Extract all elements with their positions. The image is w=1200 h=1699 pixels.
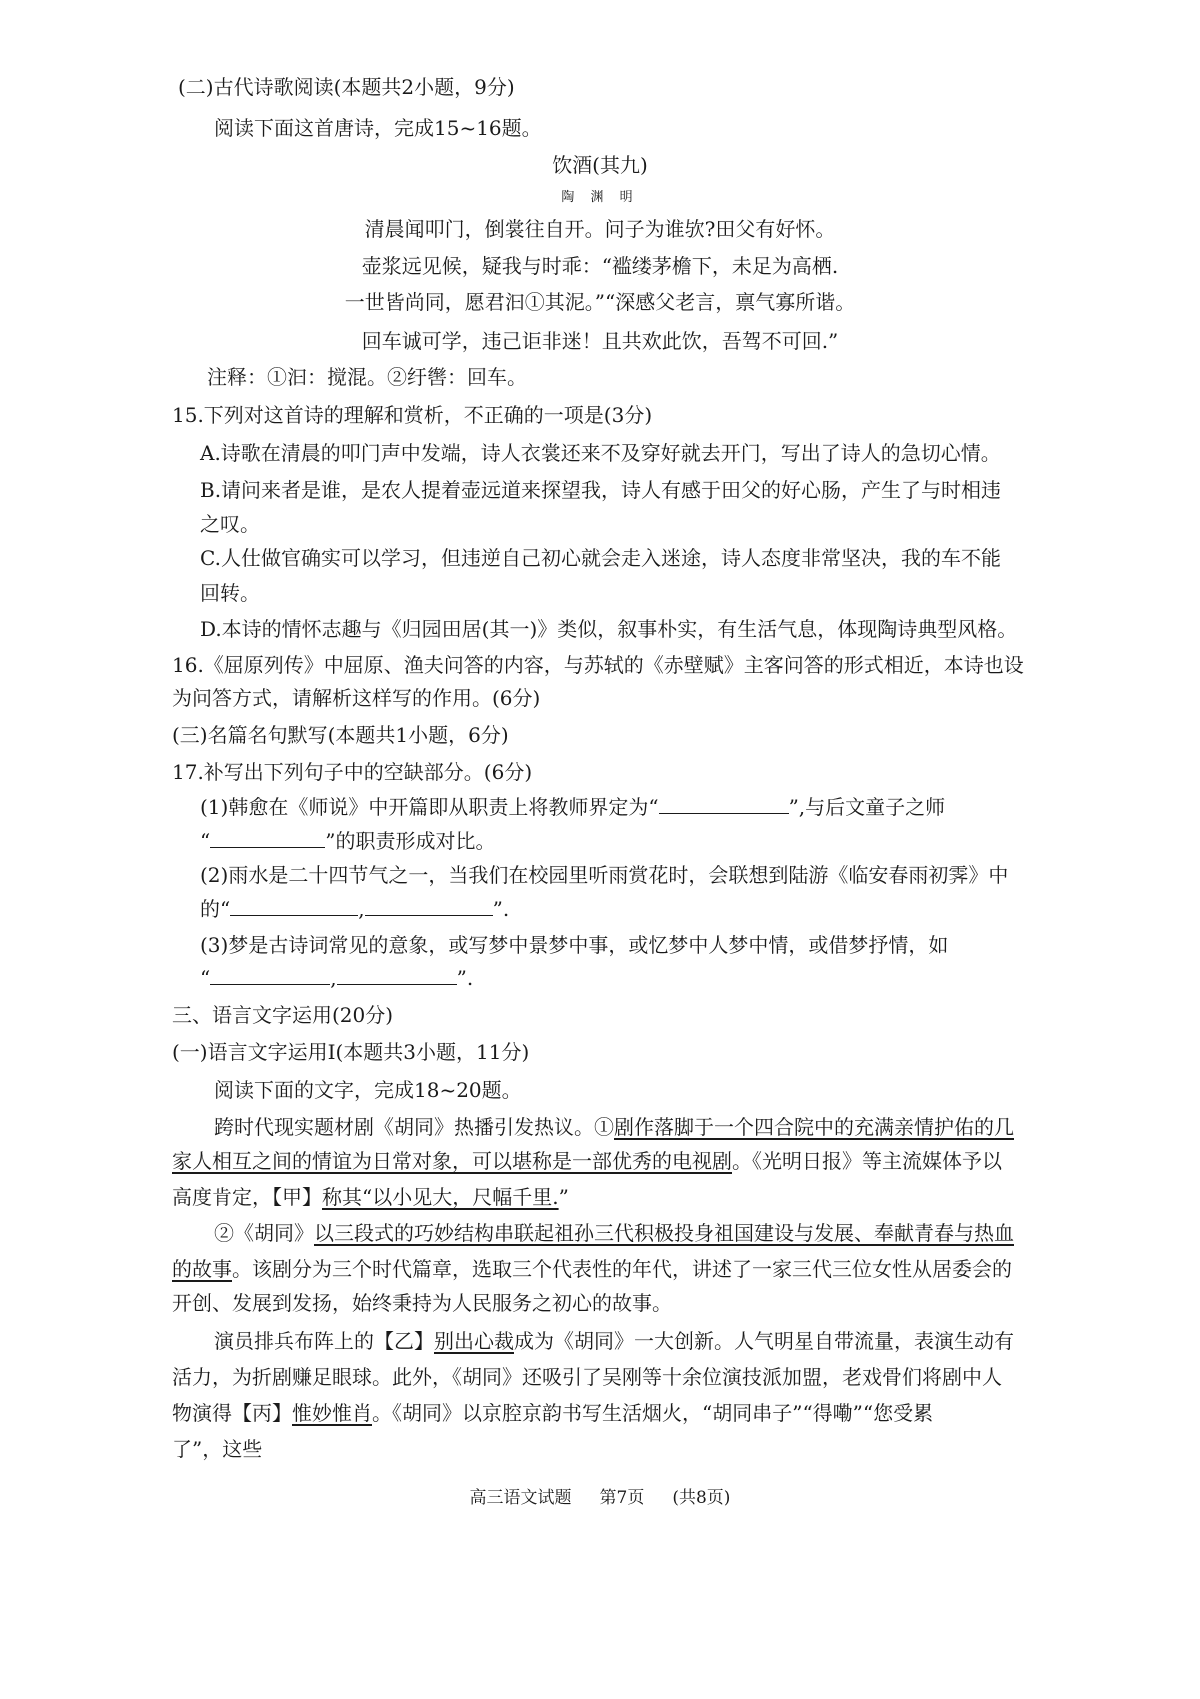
- passage-p2-line-3: 开创、发展到发扬，始终秉持为人民服务之初心的故事。: [172, 1291, 672, 1315]
- answer-blank[interactable]: [230, 897, 358, 916]
- poem-title: 饮酒(其九): [552, 153, 648, 177]
- question-17-part-2-cont: [200, 894, 509, 924]
- footer-total-pages: (共8页): [672, 1488, 731, 1508]
- question-17-part-2: (2)雨水是二十四节气之一，当我们在校园里听雨赏花时，会联想到陆游《临安春雨初霁》中: [200, 863, 1009, 887]
- question-17-part-3-cont: [200, 963, 473, 993]
- underlined-sentence-1: 剧作落脚于一个四合院中的充满亲情护佑的几: [614, 1115, 1014, 1139]
- underlined-phrase-bing: 惟妙惟肖: [292, 1401, 372, 1425]
- question-17-stem: 17.补写出下列句子中的空缺部分。(6分): [172, 760, 533, 784]
- question-15-option-c-cont: 回转。: [200, 581, 260, 605]
- q17-2-text-after: ”.: [492, 897, 510, 921]
- poem-note: 注释：①汩：搅混。②纡辔：回车。: [207, 365, 527, 389]
- section-heading-recitation: (三)名篇名句默写(本题共1小题，6分): [172, 723, 509, 747]
- underlined-phrase-jia: 称其“以小见大，尺幅千里.: [322, 1185, 559, 1209]
- passage-text: 成为《胡同》一大创新。人气明星自带流量，表演生动有: [514, 1329, 1014, 1353]
- question-16-line-2: 为问答方式，请解析这样写的作用。(6分): [172, 686, 541, 710]
- question-15-option-b-cont: 之叹。: [200, 512, 260, 536]
- passage-p1-line-1: [214, 1112, 1014, 1142]
- passage-p3-line-2: 活力，为折剧赚足眼球。此外，《胡同》还吸引了吴刚等十余位演技派加盟，老戏骨们将剧中人: [172, 1365, 1002, 1389]
- footer-title: 高三语文试题: [469, 1488, 572, 1508]
- q17-1b-text-after: ”的职责形成对比。: [325, 829, 496, 853]
- passage-text: 。《胡同》以京腔京韵书写生活烟火，“胡同串子”“得嘞”“您受累: [372, 1401, 934, 1425]
- question-15-option-a: A.诗歌在清晨的叩门声中发端，诗人衣裳还来不及穿好就去开门，写出了诗人的急切心情。: [200, 441, 1001, 465]
- section-heading-poetry: (二)古代诗歌阅读(本题共2小题，9分): [178, 75, 515, 99]
- question-15-option-c: C.人仕做官确实可以学习，但违逆自己初心就会走入迷途，诗人态度非常坚决，我的车不能: [200, 546, 1001, 570]
- passage-p3-line-1: [214, 1326, 1014, 1356]
- passage-p1-line-2: [172, 1146, 1002, 1176]
- passage-instruction: 阅读下面的文字，完成18~20题。: [214, 1078, 522, 1102]
- underlined-sentence-1-cont: 家人相互之间的情谊为日常对象，可以堪称是一部优秀的电视剧: [172, 1149, 732, 1173]
- question-15-option-d: D.本诗的情怀志趣与《归园田居(其一)》类似，叙事朴实，有生活气息，体现陶诗典型风格。: [200, 617, 1018, 641]
- passage-text: 。该剧分为三个时代篇章，选取三个代表性的年代，讲述了一家三代三位女性从居委会的: [232, 1257, 1012, 1281]
- question-15-option-b: B.请问来者是谁，是农人提着壶远道来探望我，诗人有感于田父的好心肠，产生了与时相违: [200, 478, 1002, 502]
- passage-text: ”: [558, 1185, 569, 1209]
- passage-text: 高度肯定，【甲】: [172, 1185, 322, 1209]
- question-17-part-3: (3)梦是古诗词常见的意象，或写梦中景梦中事，或忆梦中人梦中情，或借梦抒情，如: [200, 933, 949, 957]
- question-17-part-1: [200, 792, 945, 822]
- poem-line-4: 回车诚可学，违己讵非迷！且共欢此饮，吾驾不可回.”: [361, 329, 839, 353]
- q17-2-separator: ,: [358, 897, 365, 921]
- footer-page-number: 第7页: [599, 1488, 645, 1508]
- q17-1b-text-before: “: [200, 829, 211, 853]
- poem-author: 陶 渊 明: [561, 190, 639, 205]
- passage-text: 跨时代现实题材剧《胡同》热播引发热议。①: [214, 1115, 614, 1139]
- passage-text: ②《胡同》: [214, 1221, 314, 1245]
- underlined-phrase-yi: 别出心裁: [434, 1329, 514, 1353]
- answer-blank[interactable]: [210, 966, 330, 985]
- q17-1-text-before: (1)韩愈在《师说》中开篇即从职责上将教师界定为“: [200, 795, 659, 819]
- q17-3-text-before: “: [200, 966, 211, 990]
- passage-text: 。《光明日报》等主流媒体予以: [732, 1149, 1002, 1173]
- poem-instruction: 阅读下面这首唐诗，完成15~16题。: [214, 116, 542, 140]
- poem-line-2: 壶浆远见候，疑我与时乖：“褴缕茅檐下，未足为高栖.: [361, 254, 839, 278]
- underlined-sentence-2: 以三段式的巧妙结构串联起祖孙三代积极投身祖国建设与发展、奉献青春与热血: [314, 1221, 1014, 1245]
- answer-blank[interactable]: [210, 829, 325, 848]
- answer-blank[interactable]: [659, 795, 789, 814]
- passage-p2-line-1: [214, 1218, 1014, 1248]
- passage-p3-line-4: 了”，这些: [172, 1437, 263, 1461]
- passage-text: 演员排兵布阵上的【乙】: [214, 1329, 434, 1353]
- passage-text: 物演得【丙】: [172, 1401, 292, 1425]
- poem-line-1: 清晨闻叩门，倒裳往自开。问子为谁欤?田父有好怀。: [364, 217, 836, 241]
- q17-2-text-before: 的“: [200, 897, 231, 921]
- answer-blank[interactable]: [337, 966, 457, 985]
- underlined-sentence-2-cont: 的故事: [172, 1257, 232, 1281]
- passage-p2-line-2: [172, 1254, 1012, 1284]
- q17-1-text-after: ”,与后文童子之师: [788, 795, 946, 819]
- question-17-part-1-cont: [200, 826, 495, 856]
- answer-blank[interactable]: [365, 897, 493, 916]
- passage-p3-line-3: [172, 1398, 933, 1428]
- part-3-subheading: (一)语言文字运用Ⅰ(本题共3小题，11分): [172, 1040, 530, 1064]
- passage-p1-line-3: [172, 1182, 569, 1212]
- question-15-stem: 15.下列对这首诗的理解和赏析，不正确的一项是(3分): [172, 403, 653, 427]
- q17-3-text-after: ”.: [456, 966, 474, 990]
- page-footer: [0, 1483, 1200, 1513]
- question-16-line-1: 16.《屈原列传》中屈原、渔夫问答的内容，与苏轼的《赤壁赋》主客问答的形式相近，本诗也设: [172, 653, 1024, 677]
- poem-line-3: 一世皆尚同，愿君汩①其泥。”“深感父老言，禀气寡所谐。: [344, 290, 856, 314]
- q17-3-separator: ,: [330, 966, 337, 990]
- part-3-heading: 三、语言文字运用(20分): [172, 1003, 394, 1027]
